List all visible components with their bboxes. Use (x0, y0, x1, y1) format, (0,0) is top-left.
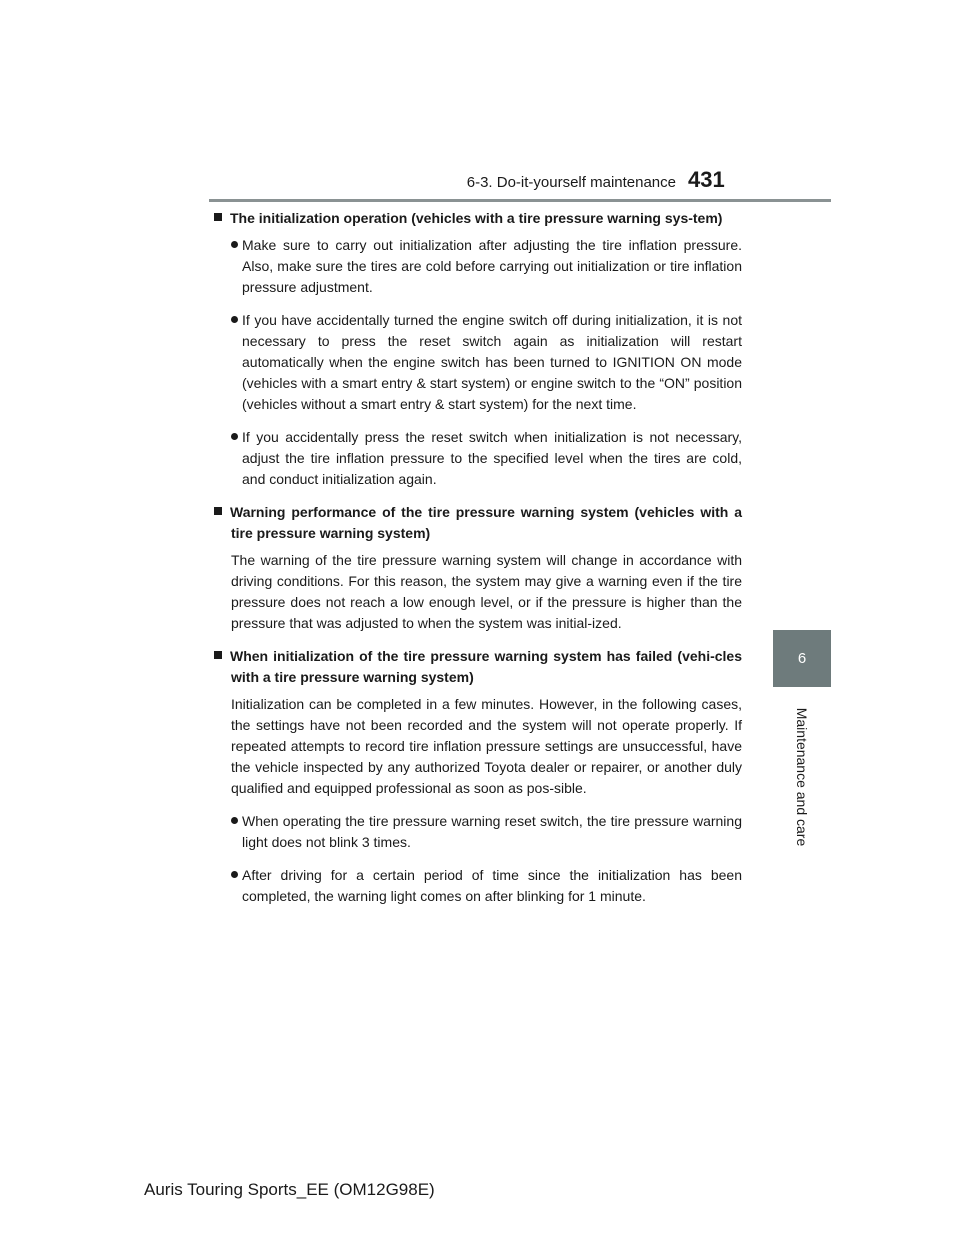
list-item: When operating the tire pressure warning reset switch, the tire pressure warning light does not blink 3 times. (231, 811, 742, 853)
round-bullet-icon (231, 433, 238, 440)
list-item: After driving for a certain period of time since the initialization has been completed, the warning light comes on after blinking for 1 minute. (231, 865, 742, 907)
section-heading-initialization-failed: When initialization of the tire pressure warning system has failed (vehi-cles with a tire pressure warning system) (214, 646, 742, 688)
list-item: If you accidentally press the reset switch when initialization is not necessary, adjust the tire inflation pressure to the specified level when the tires are cold, and conduct initialization again. (231, 427, 742, 490)
round-bullet-icon (231, 316, 238, 323)
square-bullet-icon (214, 651, 222, 659)
section-title: 6-3. Do-it-yourself maintenance (466, 174, 676, 191)
round-bullet-icon (231, 871, 238, 878)
section-heading-warning-performance: Warning performance of the tire pressure warning system (vehicles with a tire pressure warning system) (214, 502, 742, 544)
square-bullet-icon (214, 213, 222, 221)
header-divider (209, 199, 831, 202)
section-heading-initialization: The initialization operation (vehicles with a tire pressure warning sys-tem) (214, 208, 742, 229)
page-number: 431 (688, 167, 725, 192)
round-bullet-icon (231, 241, 238, 248)
list-item: If you have accidentally turned the engine switch off during initialization, it is not necessary to press the reset switch again as initialization will restart automatically when the engine switch has been turned to IGNITION ON mode (vehicles with a smart entry & start system) or engine switch to the “ON” position (vehicles without a smart entry & start system) for the next time. (231, 310, 742, 415)
round-bullet-icon (231, 817, 238, 824)
section-paragraph: The warning of the tire pressure warning system will change in accordance with driving conditions. For this reason, the system may give a warning even if the tire pressure does not reach a low enough level, or if the pressure is higher than the pressure that was adjusted to when the system was initial-ized. (231, 552, 742, 631)
chapter-label: Maintenance and care (794, 707, 810, 847)
chapter-tab (773, 630, 831, 687)
section-paragraph: Initialization can be completed in a few minutes. However, in the following cases, the settings have not been recorded and the system will not operate properly. If repeated attempts to record tire inflation pressure settings are unsuccessful, have the vehicle inspected by any authorized Toyota dealer or repairer, or another duly qualified and equipped professional as soon as pos-sible. (231, 696, 742, 796)
square-bullet-icon (214, 507, 222, 515)
document-footer: Auris Touring Sports_EE (OM12G98E) (144, 1180, 435, 1199)
chapter-label-area (773, 687, 831, 867)
list-item: Make sure to carry out initialization after adjusting the tire inflation pressure. Also, make sure the tires are cold before carrying out initialization or tire inflation pressure adjustment. (231, 235, 742, 298)
page-content (214, 208, 742, 919)
chapter-number: 6 (797, 650, 807, 667)
